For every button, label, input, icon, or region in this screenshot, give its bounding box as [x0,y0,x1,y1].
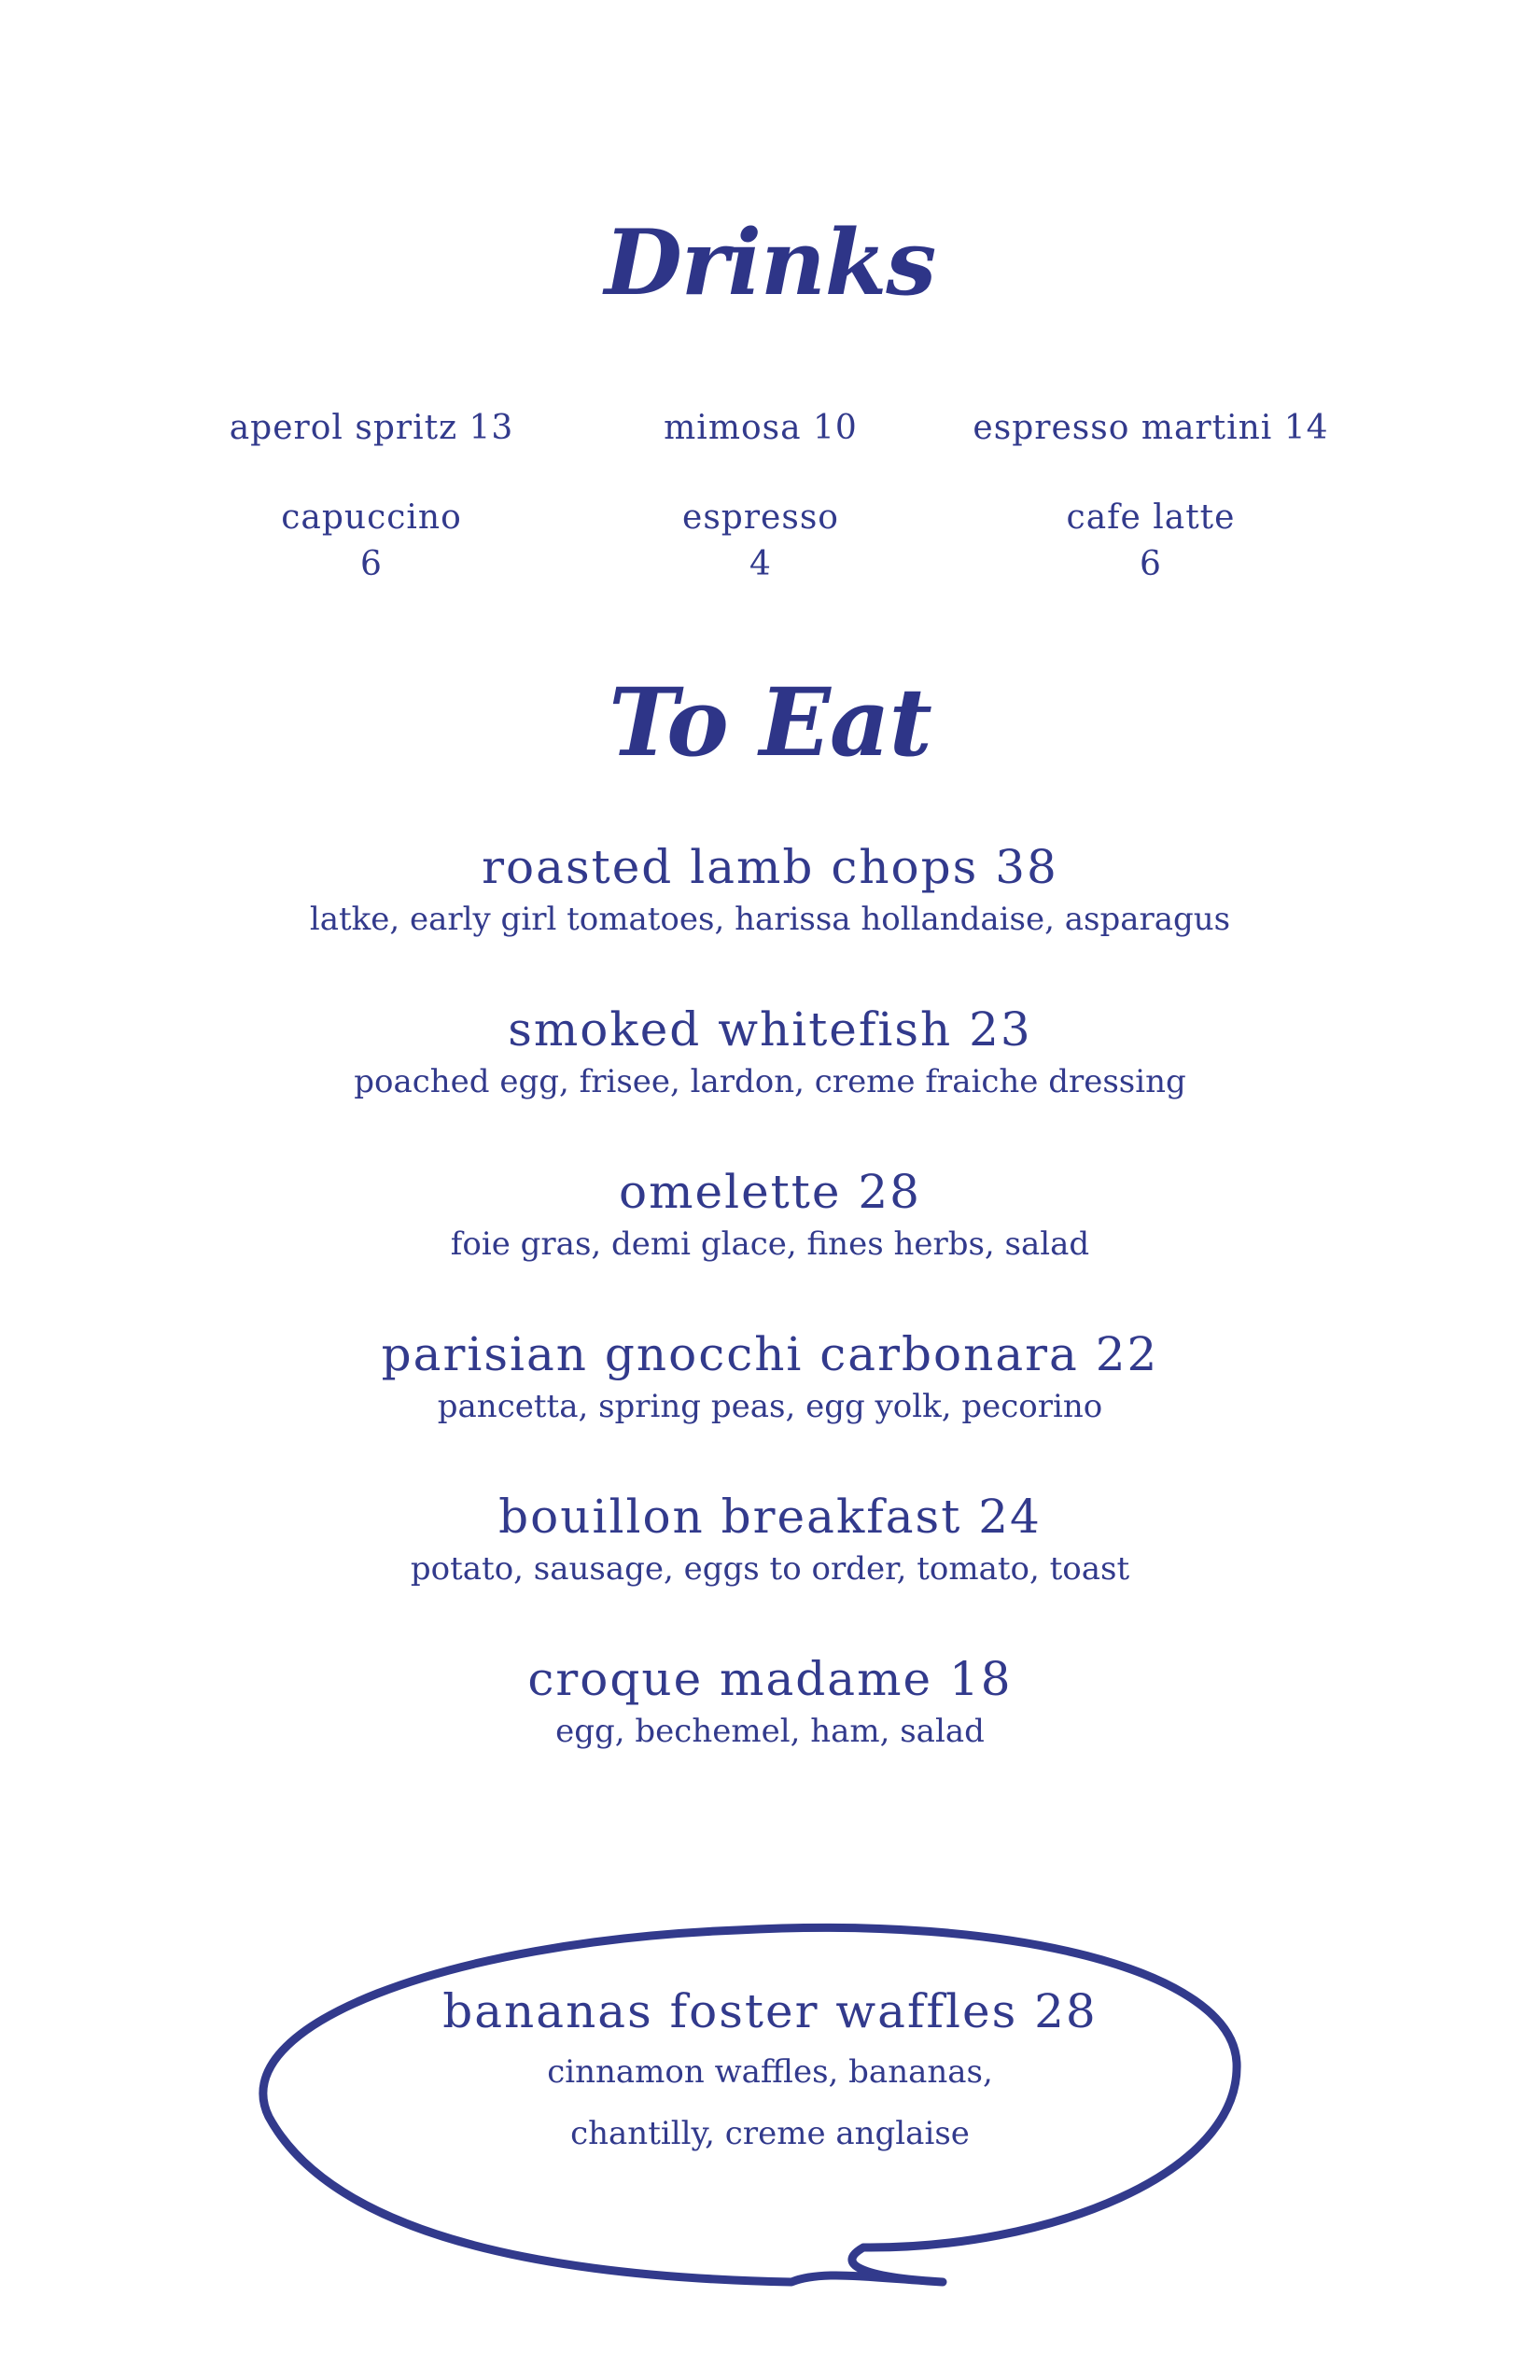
drink-label: espresso [682,498,839,537]
dish-name: parisian gnocchi carbonara 22 [381,1327,1159,1381]
dish-description: egg, bechemel, ham, salad [555,1713,985,1750]
drink-label: espresso martini 14 [973,409,1329,447]
dish-name: roasted lamb chops 38 [482,840,1058,894]
drink-label: aperol spritz 13 [229,409,514,447]
drink-label: cafe latte [1066,498,1236,537]
dish-description: latke, early girl tomatoes, harissa hollandaise, asparagus [309,901,1231,938]
drink-label: capuccino [281,498,462,537]
drink-label: mimosa 10 [664,409,858,447]
dish-description: pancetta, spring peas, egg yolk, pecorino [437,1388,1103,1425]
drink-price: 6 [360,545,383,583]
dish-name: croque madame 18 [527,1652,1013,1706]
special-item [0,1981,1540,2164]
special-description-line-2: chantilly, creme anglaise [570,2115,970,2152]
drinks-heading: Drinks [604,210,936,315]
dish-name: omelette 28 [619,1165,921,1219]
dish-description: poached egg, frisee, lardon, creme fraiche dressing [354,1063,1186,1100]
drink-price: 6 [1140,545,1162,583]
drink-price: 4 [749,545,772,583]
dish-name: bouillon breakfast 24 [498,1490,1042,1544]
special-name: bananas foster waffles 28 [442,1984,1098,2038]
special-description-line-1: cinnamon waffles, bananas, [547,2053,993,2091]
food-heading: To Eat [609,667,931,777]
dish-description: foie gras, demi glace, fines herbs, salad [450,1225,1090,1263]
dish-name: smoked whitefish 23 [508,1002,1032,1057]
dish-description: potato, sausage, eggs to order, tomato, toast [410,1550,1130,1588]
